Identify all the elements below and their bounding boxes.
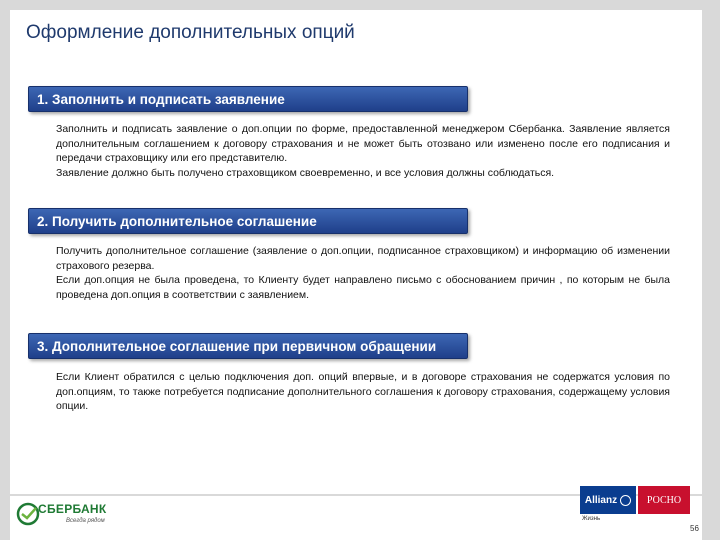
step-1-paragraph-1: Заполнить и подписать заявление о доп.опции по форме, предоставленной менеджером Сбербанка. Заявление является дополнительным соглашением к договору страхования и не может быть отозвано или изменено после его подписания и передачи страховщику или его представителю. xyxy=(56,123,670,164)
sberbank-slogan: Всегда рядом xyxy=(66,518,105,524)
rosno-sub-label: Жизнь xyxy=(582,516,601,522)
step-2-paragraph-1: Получить дополнительное соглашение (заявление о доп.опции, подписанное страховщиком) и информацию об изменении страхового резерва. xyxy=(56,245,670,272)
rosno-name: РОСНО xyxy=(646,494,682,506)
sberbank-name: СБЕРБАНК xyxy=(38,502,107,516)
step-2-text xyxy=(56,244,670,302)
step-2-header: 2. Получить дополнительное соглашение xyxy=(28,208,468,234)
step-1-text xyxy=(56,122,670,180)
step-2-paragraph-2: Если доп.опция не была проведена, то Клиенту будет направлено письмо с обоснованием причин , по которым не была проведена доп.опция в соответствии с заявлением. xyxy=(56,274,670,301)
step-3-text xyxy=(56,370,670,414)
allianz-eagle-icon xyxy=(620,495,631,506)
allianz-name: Allianz xyxy=(584,494,618,506)
page-title: Оформление дополнительных опций xyxy=(26,22,355,43)
step-1-paragraph-2: Заявление должно быть получено страховщиком своевременно, и все условия должны соблюдаться. xyxy=(56,166,555,179)
step-1-header: 1. Заполнить и подписать заявление xyxy=(28,86,468,112)
rosno-logo xyxy=(638,486,690,514)
step-3-paragraph-1: Если Клиент обратился с целью подключения доп. опций впервые, и в договоре страхования не содержатся условия по доп.опциям, то также потребуется подписание дополнительного соглашения к договору страхования, содержащему условия опции. xyxy=(56,371,670,412)
allianz-logo xyxy=(580,486,636,514)
step-3-header: 3. Дополнительное соглашение при первичном обращении xyxy=(28,333,468,359)
page-number: 56 xyxy=(690,524,699,533)
